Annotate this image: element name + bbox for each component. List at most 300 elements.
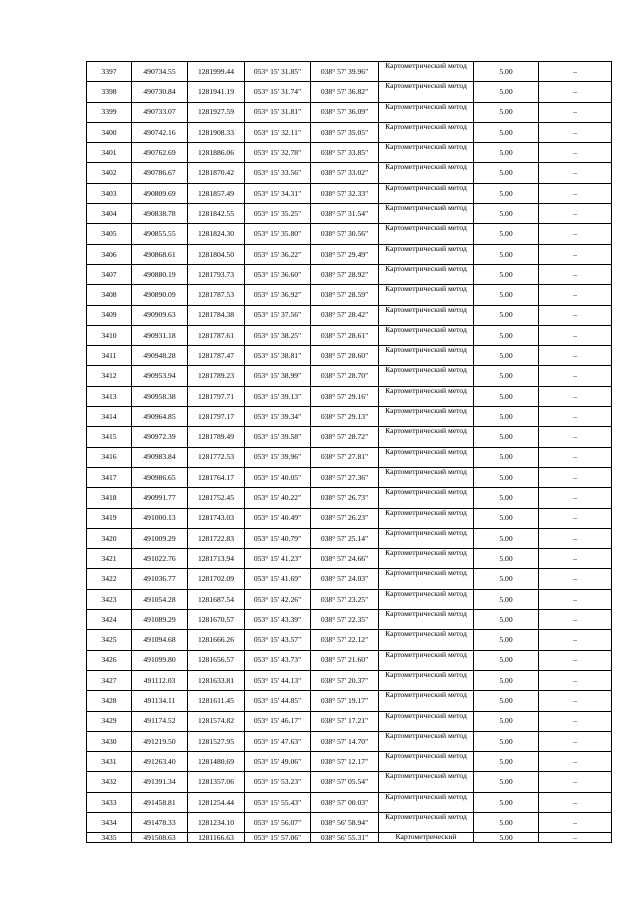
longitude-cell: 038° 57' 05.54" [311,772,379,792]
coord-x-cell: 490948.28 [132,346,188,366]
point-number-cell: 3403 [87,183,132,203]
accuracy-cell: 5.00 [474,143,539,163]
coord-x-cell: 490964.85 [132,407,188,427]
coord-y-cell: 1281713.94 [188,549,245,569]
accuracy-cell: 5.00 [474,589,539,609]
method-cell: Картометрический метод [379,143,474,163]
point-number-cell: 3411 [87,346,132,366]
accuracy-cell: 5.00 [474,711,539,731]
point-number-cell: 3401 [87,143,132,163]
method-cell: Картометрический метод [379,386,474,406]
point-number-cell: 3422 [87,569,132,589]
latitude-cell: 053° 15' 40.79" [245,528,311,548]
coord-x-cell: 490855.55 [132,224,188,244]
table-row [87,610,612,630]
longitude-cell: 038° 57' 36.09" [311,102,379,122]
longitude-cell: 038° 57' 28.60" [311,346,379,366]
latitude-cell: 053° 15' 47.63" [245,731,311,751]
table-row [87,792,612,812]
accuracy-cell: 5.00 [474,691,539,711]
table-row [87,386,612,406]
table-row [87,285,612,305]
method-cell: Картометрический метод [379,549,474,569]
point-number-cell: 3429 [87,711,132,731]
method-cell: Картометрический метод [379,792,474,812]
point-number-cell: 3432 [87,772,132,792]
longitude-cell: 038° 56' 55.31" [311,833,379,843]
coord-y-cell: 1281670.57 [188,610,245,630]
table-row [87,346,612,366]
accuracy-cell: 5.00 [474,163,539,183]
coord-y-cell: 1281886.06 [188,143,245,163]
method-cell: Картометрический метод [379,102,474,122]
coord-x-cell: 491478.33 [132,812,188,832]
accuracy-cell: 5.00 [474,610,539,630]
point-number-cell: 3416 [87,447,132,467]
coord-x-cell: 490734.55 [132,62,188,82]
latitude-cell: 053° 15' 39.34" [245,407,311,427]
point-number-cell: 3404 [87,204,132,224]
accuracy-cell: 5.00 [474,772,539,792]
coord-x-cell: 490868.61 [132,244,188,264]
method-cell: Картометрический метод [379,305,474,325]
method-cell: Картометрический метод [379,528,474,548]
longitude-cell: 038° 57' 28.92" [311,264,379,284]
method-cell: Картометрический метод [379,467,474,487]
longitude-cell: 038° 57' 19.17" [311,691,379,711]
description-cell: – [539,488,612,508]
accuracy-cell: 5.00 [474,386,539,406]
description-cell: – [539,305,612,325]
latitude-cell: 053° 15' 55.43" [245,792,311,812]
latitude-cell: 053° 15' 42.26" [245,589,311,609]
latitude-cell: 053° 15' 43.73" [245,650,311,670]
accuracy-cell: 5.00 [474,630,539,650]
coord-y-cell: 1281824.30 [188,224,245,244]
table-row [87,224,612,244]
latitude-cell: 053° 15' 44.13" [245,670,311,690]
coord-x-cell: 491112.03 [132,670,188,690]
point-number-cell: 3418 [87,488,132,508]
latitude-cell: 053° 15' 49.06" [245,752,311,772]
point-number-cell: 3412 [87,366,132,386]
coord-x-cell: 491022.76 [132,549,188,569]
coord-y-cell: 1281743.03 [188,508,245,528]
description-cell: – [539,528,612,548]
latitude-cell: 053° 15' 33.56" [245,163,311,183]
method-cell: Картометрический метод [379,204,474,224]
accuracy-cell: 5.00 [474,224,539,244]
coord-x-cell: 490972.39 [132,427,188,447]
table-row [87,305,612,325]
table-row [87,325,612,345]
description-cell: – [539,366,612,386]
method-cell: Картометрический метод [379,589,474,609]
description-cell: – [539,467,612,487]
coord-x-cell: 491099.80 [132,650,188,670]
longitude-cell: 038° 57' 36.82" [311,82,379,102]
description-cell: – [539,569,612,589]
coord-y-cell: 1281687.54 [188,589,245,609]
coord-x-cell: 490762.69 [132,143,188,163]
description-cell: – [539,670,612,690]
accuracy-cell: 5.00 [474,204,539,224]
accuracy-cell: 5.00 [474,488,539,508]
coord-x-cell: 491009.29 [132,528,188,548]
longitude-cell: 038° 57' 22.35" [311,610,379,630]
method-cell: Картометрический метод [379,569,474,589]
table-row [87,467,612,487]
accuracy-cell: 5.00 [474,244,539,264]
point-number-cell: 3405 [87,224,132,244]
longitude-cell: 038° 57' 33.85" [311,143,379,163]
accuracy-cell: 5.00 [474,792,539,812]
coord-y-cell: 1281793.73 [188,264,245,284]
latitude-cell: 053° 15' 40.22" [245,488,311,508]
coordinates-table [86,61,612,843]
description-cell: – [539,731,612,751]
latitude-cell: 053° 15' 32.11" [245,122,311,142]
description-cell: – [539,610,612,630]
coord-x-cell: 490953.94 [132,366,188,386]
coord-x-cell: 490742.16 [132,122,188,142]
latitude-cell: 053° 15' 40.05" [245,467,311,487]
method-cell: Картометрический метод [379,610,474,630]
point-number-cell: 3434 [87,812,132,832]
latitude-cell: 053° 15' 34.31" [245,183,311,203]
coord-y-cell: 1281633.81 [188,670,245,690]
accuracy-cell: 5.00 [474,650,539,670]
table-row [87,447,612,467]
table-row [87,731,612,751]
description-cell: – [539,407,612,427]
method-cell: Картометрический метод [379,366,474,386]
point-number-cell: 3426 [87,650,132,670]
latitude-cell: 053° 15' 36.92" [245,285,311,305]
longitude-cell: 038° 57' 24.66" [311,549,379,569]
table-row [87,244,612,264]
coord-y-cell: 1281234.10 [188,812,245,832]
description-cell: – [539,82,612,102]
latitude-cell: 053° 15' 35.25" [245,204,311,224]
method-cell: Картометрический метод [379,264,474,284]
accuracy-cell: 5.00 [474,833,539,843]
longitude-cell: 038° 57' 23.25" [311,589,379,609]
latitude-cell: 053° 15' 39.13" [245,386,311,406]
latitude-cell: 053° 15' 38.81" [245,346,311,366]
accuracy-cell: 5.00 [474,812,539,832]
description-cell: – [539,691,612,711]
description-cell: – [539,386,612,406]
coord-x-cell: 491134.11 [132,691,188,711]
latitude-cell: 053° 15' 39.96" [245,447,311,467]
method-cell: Картометрический метод [379,244,474,264]
coord-y-cell: 1281764.17 [188,467,245,487]
table-row [87,752,612,772]
latitude-cell: 053° 15' 39.58" [245,427,311,447]
description-cell: – [539,102,612,122]
point-number-cell: 3428 [87,691,132,711]
coord-x-cell: 490991.77 [132,488,188,508]
method-cell: Картометрический метод [379,630,474,650]
method-cell: Картометрический метод [379,670,474,690]
table-row [87,528,612,548]
point-number-cell: 3407 [87,264,132,284]
point-number-cell: 3420 [87,528,132,548]
description-cell: – [539,772,612,792]
point-number-cell: 3408 [87,285,132,305]
longitude-cell: 038° 57' 27.36" [311,467,379,487]
coord-x-cell: 490890.09 [132,285,188,305]
description-cell: – [539,143,612,163]
method-cell: Картометрический метод [379,731,474,751]
coord-y-cell: 1281789.49 [188,427,245,447]
description-cell: – [539,589,612,609]
coord-x-cell: 490733.07 [132,102,188,122]
method-cell: Картометрический метод [379,183,474,203]
coord-y-cell: 1281784.38 [188,305,245,325]
coord-y-cell: 1281999.44 [188,62,245,82]
description-cell: – [539,325,612,345]
table-row [87,508,612,528]
description-cell: – [539,508,612,528]
point-number-cell: 3402 [87,163,132,183]
coord-x-cell: 491000.13 [132,508,188,528]
coord-y-cell: 1281752.45 [188,488,245,508]
table-row [87,589,612,609]
coord-y-cell: 1281908.33 [188,122,245,142]
accuracy-cell: 5.00 [474,528,539,548]
latitude-cell: 053° 15' 56.07" [245,812,311,832]
latitude-cell: 053° 15' 41.23" [245,549,311,569]
description-cell: – [539,346,612,366]
latitude-cell: 053° 15' 44.85" [245,691,311,711]
latitude-cell: 053° 15' 32.78" [245,143,311,163]
latitude-cell: 053° 15' 37.56" [245,305,311,325]
longitude-cell: 038° 57' 30.56" [311,224,379,244]
coord-y-cell: 1281797.17 [188,407,245,427]
longitude-cell: 038° 57' 29.16" [311,386,379,406]
table-row [87,488,612,508]
accuracy-cell: 5.00 [474,102,539,122]
description-cell: – [539,630,612,650]
table-row [87,569,612,589]
description-cell: – [539,122,612,142]
longitude-cell: 038° 57' 12.17" [311,752,379,772]
point-number-cell: 3414 [87,407,132,427]
longitude-cell: 038° 57' 29.49" [311,244,379,264]
method-cell: Картометрический метод [379,752,474,772]
accuracy-cell: 5.00 [474,366,539,386]
table-row [87,407,612,427]
table-row [87,711,612,731]
method-cell: Картометрический метод [379,407,474,427]
point-number-cell: 3433 [87,792,132,812]
point-number-cell: 3398 [87,82,132,102]
method-cell: Картометрический метод [379,82,474,102]
description-cell: – [539,204,612,224]
table-row [87,163,612,183]
longitude-cell: 038° 57' 28.61" [311,325,379,345]
coord-y-cell: 1281357.06 [188,772,245,792]
method-cell: Картометрический метод [379,62,474,82]
longitude-cell: 038° 57' 25.14" [311,528,379,548]
accuracy-cell: 5.00 [474,447,539,467]
longitude-cell: 038° 57' 21.60" [311,650,379,670]
longitude-cell: 038° 57' 28.70" [311,366,379,386]
method-cell: Картометрический метод [379,122,474,142]
accuracy-cell: 5.00 [474,407,539,427]
longitude-cell: 038° 57' 28.42" [311,305,379,325]
coord-y-cell: 1281254.44 [188,792,245,812]
table-row [87,549,612,569]
coord-x-cell: 490983.84 [132,447,188,467]
longitude-cell: 038° 56' 58.94" [311,812,379,832]
coord-y-cell: 1281787.53 [188,285,245,305]
latitude-cell: 053° 15' 43.57" [245,630,311,650]
longitude-cell: 038° 57' 26.23" [311,508,379,528]
latitude-cell: 053° 15' 38.25" [245,325,311,345]
description-cell: – [539,264,612,284]
latitude-cell: 053° 15' 36.60" [245,264,311,284]
description-cell: – [539,183,612,203]
longitude-cell: 038° 57' 29.13" [311,407,379,427]
table-row [87,691,612,711]
coord-y-cell: 1281166.63 [188,833,245,843]
coord-x-cell: 490809.69 [132,183,188,203]
method-cell: Картометрический метод [379,812,474,832]
coord-x-cell: 491458.81 [132,792,188,812]
method-cell: Картометрический метод [379,346,474,366]
table-row [87,833,612,843]
longitude-cell: 038° 57' 20.37" [311,670,379,690]
longitude-cell: 038° 57' 35.05" [311,122,379,142]
accuracy-cell: 5.00 [474,670,539,690]
table-row [87,772,612,792]
longitude-cell: 038° 57' 17.21" [311,711,379,731]
coord-x-cell: 490909.63 [132,305,188,325]
latitude-cell: 053° 15' 57.06" [245,833,311,843]
description-cell: – [539,447,612,467]
table-row [87,812,612,832]
coord-y-cell: 1281611.45 [188,691,245,711]
latitude-cell: 053° 15' 41.69" [245,569,311,589]
point-number-cell: 3406 [87,244,132,264]
table-row [87,427,612,447]
point-number-cell: 3427 [87,670,132,690]
coord-y-cell: 1281870.42 [188,163,245,183]
accuracy-cell: 5.00 [474,569,539,589]
point-number-cell: 3419 [87,508,132,528]
point-number-cell: 3431 [87,752,132,772]
accuracy-cell: 5.00 [474,305,539,325]
coord-y-cell: 1281857.49 [188,183,245,203]
description-cell: – [539,812,612,832]
latitude-cell: 053° 15' 38.99" [245,366,311,386]
method-cell: Картометрический метод [379,224,474,244]
table-row [87,82,612,102]
accuracy-cell: 5.00 [474,731,539,751]
accuracy-cell: 5.00 [474,427,539,447]
longitude-cell: 038° 57' 26.73" [311,488,379,508]
method-cell: Картометрический метод [379,508,474,528]
table-row [87,650,612,670]
coord-y-cell: 1281927.59 [188,102,245,122]
coord-y-cell: 1281772.53 [188,447,245,467]
latitude-cell: 053° 15' 31.81" [245,102,311,122]
description-cell: – [539,244,612,264]
table-row [87,102,612,122]
description-cell: – [539,833,612,843]
point-number-cell: 3409 [87,305,132,325]
coord-y-cell: 1281666.26 [188,630,245,650]
coord-x-cell: 491219.50 [132,731,188,751]
coord-y-cell: 1281789.23 [188,366,245,386]
method-cell: Картометрический метод [379,163,474,183]
point-number-cell: 3399 [87,102,132,122]
method-cell: Картометрический [379,833,474,843]
method-cell: Картометрический метод [379,650,474,670]
accuracy-cell: 5.00 [474,183,539,203]
coord-x-cell: 491094.68 [132,630,188,650]
accuracy-cell: 5.00 [474,122,539,142]
coord-y-cell: 1281787.47 [188,346,245,366]
accuracy-cell: 5.00 [474,549,539,569]
description-cell: – [539,792,612,812]
accuracy-cell: 5.00 [474,82,539,102]
latitude-cell: 053° 15' 40.49" [245,508,311,528]
coord-x-cell: 490986.65 [132,467,188,487]
accuracy-cell: 5.00 [474,752,539,772]
latitude-cell: 053° 15' 36.22" [245,244,311,264]
point-number-cell: 3400 [87,122,132,142]
description-cell: – [539,752,612,772]
method-cell: Картометрический метод [379,447,474,467]
table-row [87,204,612,224]
coord-y-cell: 1281480.69 [188,752,245,772]
coord-y-cell: 1281941.19 [188,82,245,102]
description-cell: – [539,163,612,183]
point-number-cell: 3410 [87,325,132,345]
longitude-cell: 038° 57' 24.03" [311,569,379,589]
coord-y-cell: 1281702.09 [188,569,245,589]
point-number-cell: 3413 [87,386,132,406]
accuracy-cell: 5.00 [474,264,539,284]
accuracy-cell: 5.00 [474,467,539,487]
longitude-cell: 038° 57' 14.70" [311,731,379,751]
point-number-cell: 3397 [87,62,132,82]
latitude-cell: 053° 15' 53.23" [245,772,311,792]
coord-y-cell: 1281804.50 [188,244,245,264]
table-row [87,143,612,163]
point-number-cell: 3425 [87,630,132,650]
method-cell: Картометрический метод [379,711,474,731]
point-number-cell: 3430 [87,731,132,751]
latitude-cell: 053° 15' 35.80" [245,224,311,244]
longitude-cell: 038° 57' 32.33" [311,183,379,203]
longitude-cell: 038° 57' 28.59" [311,285,379,305]
coord-x-cell: 491391.34 [132,772,188,792]
table-row [87,630,612,650]
description-cell: – [539,427,612,447]
method-cell: Картометрический метод [379,691,474,711]
method-cell: Картометрический метод [379,772,474,792]
point-number-cell: 3421 [87,549,132,569]
longitude-cell: 038° 57' 27.81" [311,447,379,467]
point-number-cell: 3417 [87,467,132,487]
coord-x-cell: 490838.78 [132,204,188,224]
coord-x-cell: 490786.67 [132,163,188,183]
